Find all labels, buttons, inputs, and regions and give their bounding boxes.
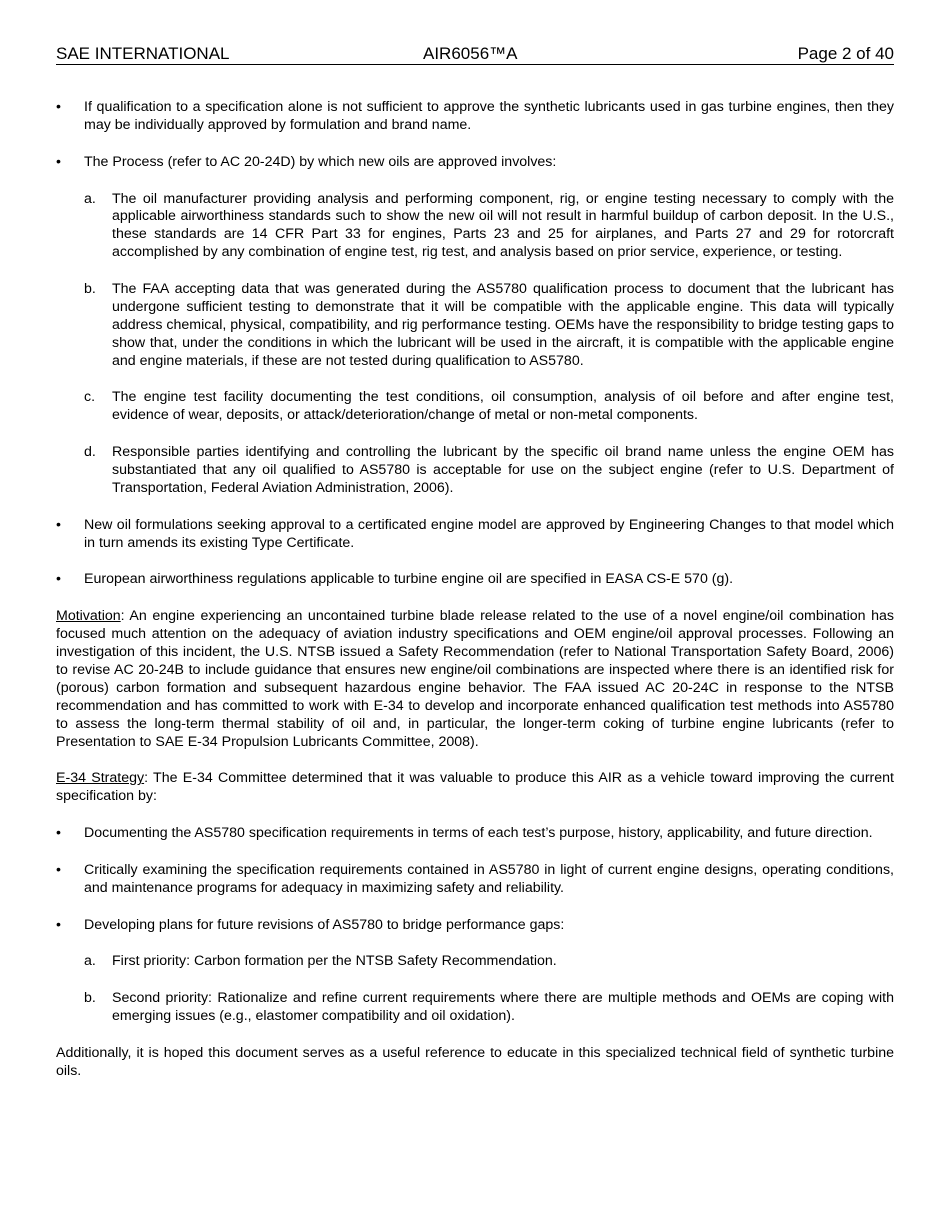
bullet-text: Developing plans for future revisions of AS5780 to bridge performance gaps: <box>84 916 565 933</box>
sub-item-marker: b. <box>84 990 96 1007</box>
sub-item-text: Second priority: Rationalize and refine current requirements where there are multiple methods and OEMs are coping with emerging issues (e.g., elastomer compatibility and oil oxidation). <box>112 990 894 1025</box>
sub-item-marker: c. <box>84 389 96 406</box>
bullet-text: Documenting the AS5780 specification requirements in terms of each test’s purpose, history, applicability, and future direction. <box>84 825 873 842</box>
bullet-item <box>56 862 894 898</box>
bullet-item <box>56 825 894 843</box>
bullet-dot: • <box>56 916 61 933</box>
page-header <box>56 44 894 65</box>
sub-item-marker: a. <box>84 190 96 207</box>
bullet-item <box>56 917 894 935</box>
bullet-text: The Process (refer to AC 20-24D) by which new oils are approved involves: <box>84 153 557 170</box>
bullet-dot: • <box>56 516 61 533</box>
closing-paragraph: Additionally, it is hoped this document serves as a useful reference to educate in this specialized technical field of synthetic turbine oils. <box>56 1044 894 1079</box>
sub-item-text: First priority: Carbon formation per the NTSB Safety Recommendation. <box>112 953 557 970</box>
header-page-number: Page 2 of 40 <box>797 44 894 63</box>
header-document-number: AIR6056™A <box>423 44 518 63</box>
bullet-dot: • <box>56 153 61 170</box>
strategy-label: E-34 Strategy <box>56 770 145 787</box>
bullet-item <box>56 154 894 172</box>
bullet-dot: • <box>56 861 61 878</box>
sub-item-text: The FAA accepting data that was generated during the AS5780 qualification process to document that the lubricant has undergone sufficient testing to demonstrate that it will be compatible with the applicable engine. This data will typically address chemical, physical, compatibility, and rig performance testing. OEMs have the responsibility to bridge testing gaps to show that, under the conditions in which the lubricant will be used in the aircraft, it is compatible with the applicable engine and engine materials, if these are not tested during qualification to AS5780. <box>112 281 895 369</box>
sub-item-marker: d. <box>84 444 96 461</box>
bullet-item <box>56 99 894 135</box>
strategy-text: : The E-34 Committee determined that it was valuable to produce this AIR as a vehicle toward improving the current specification by: <box>56 770 894 805</box>
bullet-text: European airworthiness regulations applicable to turbine engine oil are specified in EASA CS-E 570 (g). <box>84 571 734 588</box>
sub-item <box>56 444 894 498</box>
sub-item <box>56 953 894 971</box>
sub-item-text: The oil manufacturer providing analysis and performing component, rig, or engine testing necessary to comply with the applicable airworthiness standards such to show the new oil will not result in harmful buildup of carbon deposit. In the U.S., these standards are 14 CFR Part 33 for engines, Parts 23 and 25 for airplanes, and Parts 27 and 29 for rotorcraft accomplished by any combination of engine test, rig test, and analysis based on prior service, experience, or testing. <box>112 190 894 261</box>
bullet-dot: • <box>56 571 61 588</box>
header-organization: SAE INTERNATIONAL <box>56 44 230 63</box>
sub-item-marker: a. <box>84 953 96 970</box>
document-body <box>56 99 894 1081</box>
bullet-text: Critically examining the specification requirements contained in AS5780 in light of current engine designs, operating conditions, and maintenance programs for adequacy in maximizing safety and reliability. <box>84 861 894 896</box>
sub-item-text: The engine test facility documenting the test conditions, oil consumption, analysis of oil before and after engine test, evidence of wear, deposits, or attack/deterioration/change of metal or non-metal components. <box>112 389 894 424</box>
sub-item <box>56 990 894 1026</box>
bullet-item <box>56 571 894 589</box>
bullet-dot: • <box>56 99 61 115</box>
motivation-paragraph <box>56 608 894 751</box>
strategy-paragraph <box>56 770 894 806</box>
bullet-text: If qualification to a specification alone is not sufficient to approve the synthetic lubricants used in gas turbine engines, then they may be individually approved by formulation and brand name. <box>84 99 894 133</box>
motivation-label: Motivation <box>56 608 121 625</box>
sub-item <box>56 281 894 371</box>
sub-item <box>56 389 894 425</box>
sub-item-marker: b. <box>84 281 96 298</box>
bullet-text: New oil formulations seeking approval to a certificated engine model are approved by Engineering Changes to that model which in turn amends its existing Type Certificate. <box>84 516 894 551</box>
sub-item-text: Responsible parties identifying and controlling the lubricant by the specific oil brand name unless the engine OEM has substantiated that any oil qualified to AS5780 is acceptable for use on the subject engine (refer to U.S. Department of Transportation, Federal Aviation Administration, 2006). <box>112 444 894 496</box>
sub-item <box>56 191 894 263</box>
bullet-dot: • <box>56 825 61 842</box>
motivation-text: : An engine experiencing an uncontained turbine blade release related to the use of a novel engine/oil combination has focused much attention on the adequacy of aviation industry specifications and OEM engine/oil approval processes. Following an investigation of this incident, the U.S. NTSB issued a Safety Recommendation (refer to National Transportation Safety Board, 2006) to revise AC 20-24B to include guidance that ensures new engine/oil combinations are inspected where there is an identified risk for (porous) carbon formation and subsequent hazardous engine behavior. The FAA issued AC 20-24C in response to the NTSB recommendation and has committed to work with E-34 to develop and incorporate enhanced qualification test methods into AS5780 to assess the long-term thermal stability of oil and, in particular, the longer-term coking of turbine engine lubricants (refer to Presentation to SAE E-34 Propulsion Lubricants Committee, 2008). <box>56 608 894 750</box>
bullet-item <box>56 517 894 553</box>
